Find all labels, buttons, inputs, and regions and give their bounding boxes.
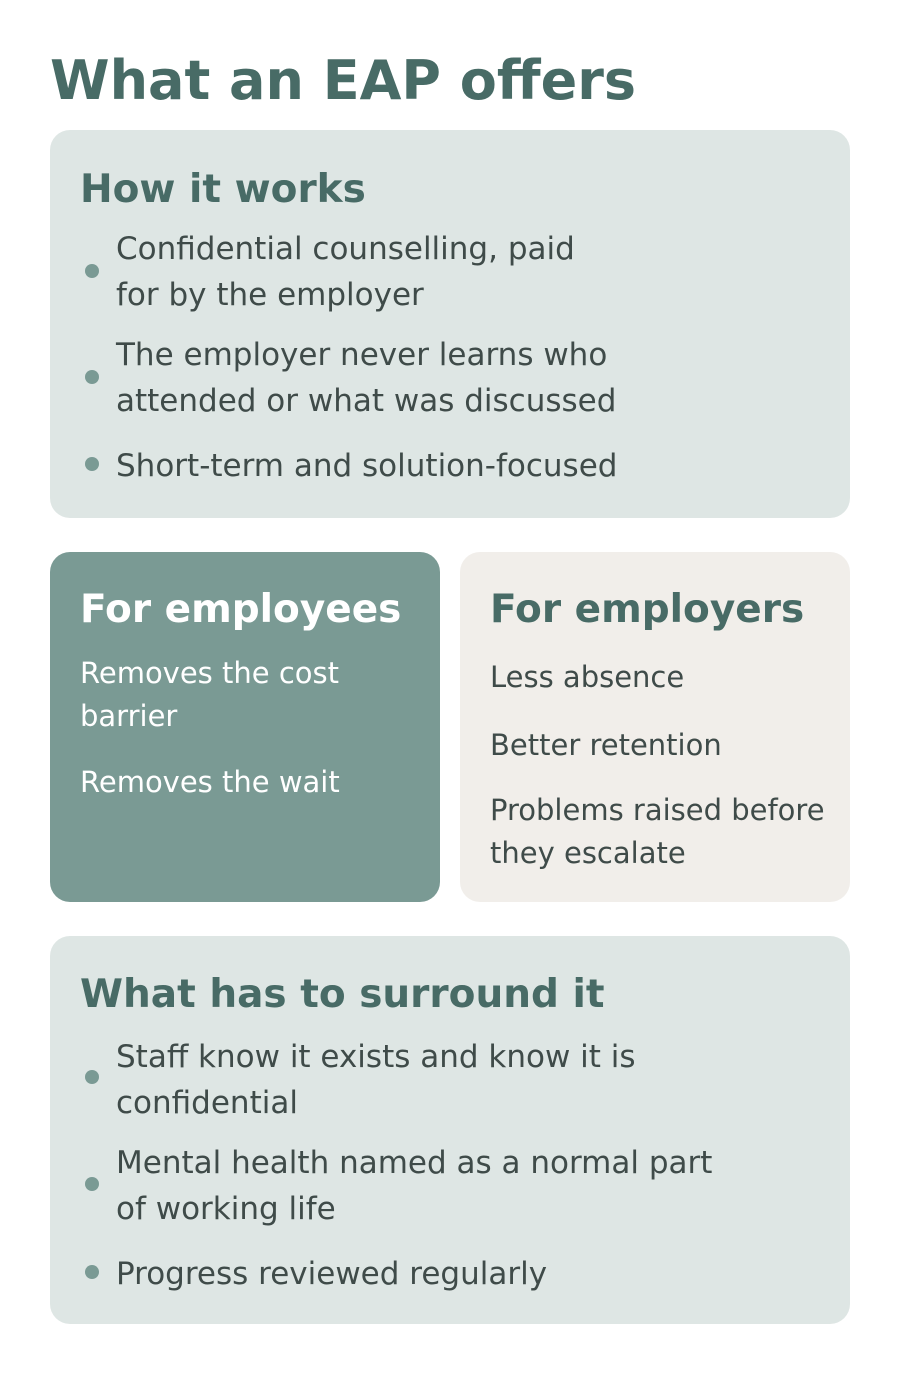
bullet-dot-icon [85, 1177, 99, 1191]
how-it-works-panel [50, 130, 850, 518]
surround-heading: What has to surround it [80, 972, 605, 1017]
list-item-text: The employer never learns who attended or what was discussed [116, 337, 617, 419]
list-item: Less absence [490, 660, 685, 694]
list-item-text: Staff know it exists and know it is confidential [116, 1039, 636, 1121]
list-item: Removes the wait [80, 765, 340, 799]
list-item: Removes the cost barrier [80, 656, 339, 733]
surround-panel [50, 936, 850, 1324]
for-employers-panel [460, 552, 850, 902]
list-item: Better retention [490, 728, 722, 762]
list-item-text: Confidential counselling, paid for by the employer [116, 231, 575, 313]
list-item-text: Progress reviewed regularly [116, 1256, 548, 1292]
bullet-dot-icon [85, 264, 99, 278]
for-employees-heading: For employees [80, 587, 402, 632]
list-item-text: Short-term and solution-focused [116, 448, 618, 484]
page-title: What an EAP offers [50, 49, 637, 112]
for-employees-panel [50, 552, 440, 902]
how-it-works-heading: How it works [80, 167, 366, 212]
bullet-dot-icon [85, 1070, 99, 1084]
bullet-dot-icon [85, 370, 99, 384]
for-employers-heading: For employers [490, 587, 805, 632]
bullet-dot-icon [85, 1265, 99, 1279]
bullet-dot-icon [85, 457, 99, 471]
list-item: Problems raised before they escalate [490, 793, 825, 870]
list-item-text: Mental health named as a normal part of working life [116, 1145, 713, 1227]
